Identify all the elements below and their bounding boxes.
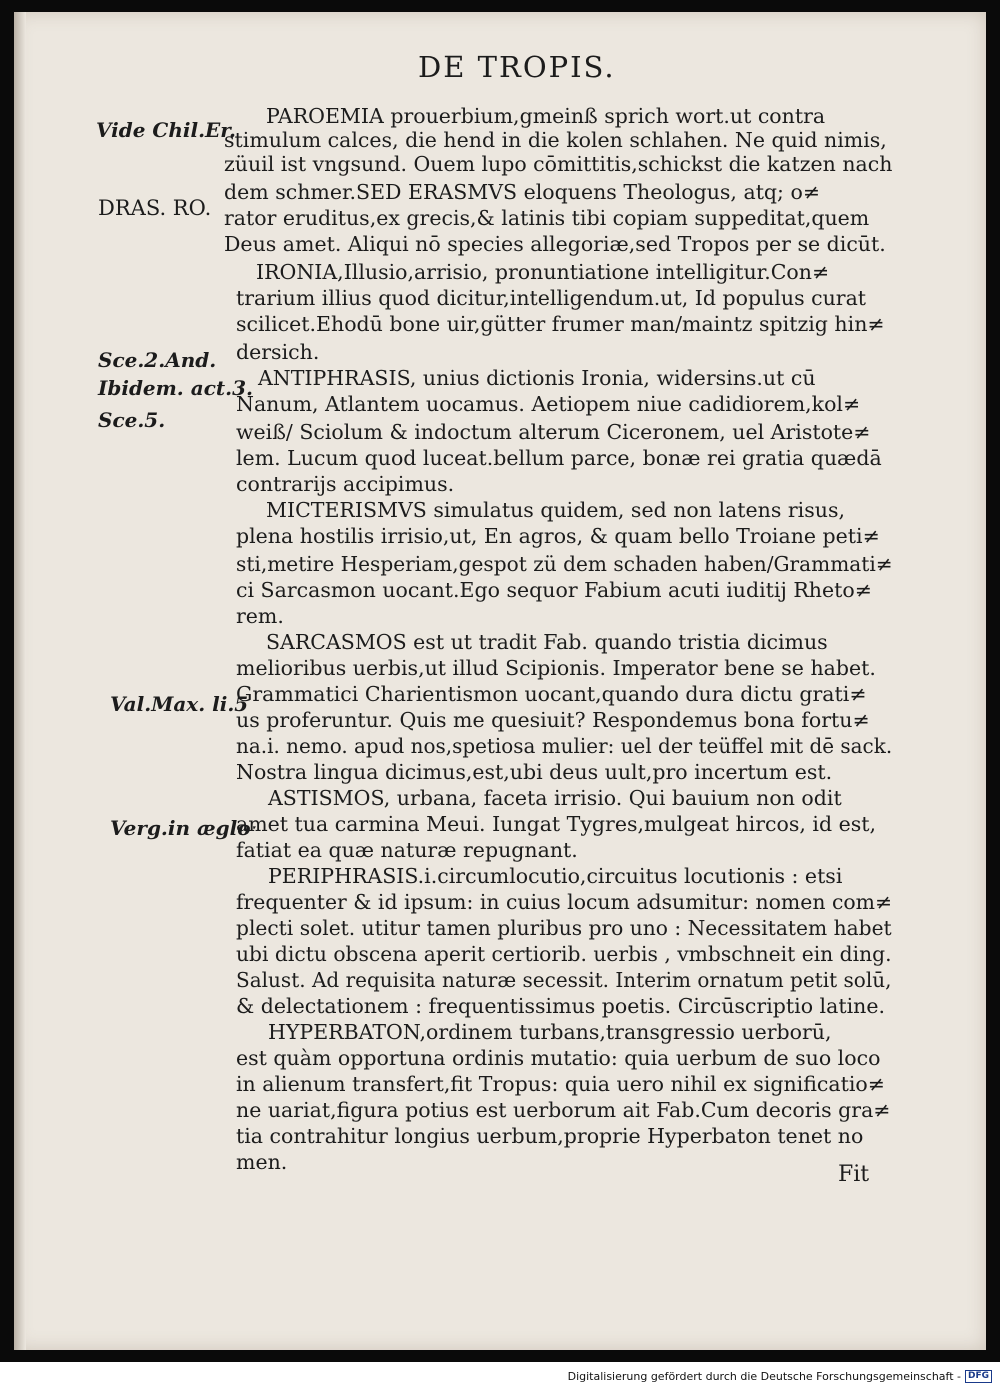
text-line: ci Sarcasmon uocant.Ego sequor Fabium acuti iuditij Rheto≠ [236, 578, 872, 602]
footer-credit [568, 1370, 992, 1383]
text-line: & delectationem : frequentissimus poetis. Circūscriptio latine. [236, 994, 885, 1018]
margin-note: Verg.in ægloˑ [110, 816, 258, 840]
margin-note: DRAS. RO. [98, 196, 212, 220]
text-line: dem schmer.SED ERASMVS eloquens Theologus, atq; o≠ [224, 180, 820, 204]
text-line: tia contrahitur longius uerbum,proprie Hyperbaton tenet no [236, 1124, 864, 1148]
page-gutter [14, 12, 26, 1350]
text-line: plena hostilis irrisio,ut, En agros, & quam bello Troiane peti≠ [236, 524, 880, 548]
text-line: Grammatici Charientismon uocant,quando dura dictu grati≠ [236, 682, 867, 706]
text-line: Nanum, Atlantem uocamus. Aetiopem niue cadidiorem,kol≠ [236, 392, 861, 416]
text-line: frequenter & id ipsum: in cuius locum adsumitur: nomen com≠ [236, 890, 893, 914]
text-line: HYPERBATON,ordinem turbans,transgressio uerborū, [268, 1020, 832, 1044]
footer-text: Digitalisierung gefördert durch die Deutsche Forschungsgemeinschaft - [567, 1370, 961, 1383]
text-line: us proferuntur. Quis me quesiuit? Respondemus bona fortu≠ [236, 708, 870, 732]
margin-note: Vide Chil.Er. [96, 118, 236, 142]
text-line: MICTERISMVS simulatus quidem, sed non latens risus, [266, 498, 845, 522]
text-line: dersich. [236, 340, 320, 364]
text-line: rem. [236, 604, 284, 628]
text-line: ubi dictu obscena aperit certiorib. uerbis , vmbschneit ein ding. [236, 942, 892, 966]
running-head: DE TROPIS. [418, 50, 616, 84]
text-line: fatiat ea quæ naturæ repugnant. [236, 838, 578, 862]
text-line: ANTIPHRASIS, unius dictionis Ironia, widersins.ut cū [258, 366, 816, 390]
text-line: IRONIA,Illusio,arrisio, pronuntiatione intelligitur.Con≠ [256, 260, 830, 284]
text-line: est quàm opportuna ordinis mutatio: quia uerbum de suo loco [236, 1046, 881, 1070]
margin-note: Val.Max. li.5 [110, 692, 249, 716]
text-line: plecti solet. utitur tamen pluribus pro uno : Necessitatem habet [236, 916, 892, 940]
text-line: Deus amet. Aliqui nō species allegoriæ,sed Tropos per se dicūt. [224, 232, 886, 256]
text-line: amet tua carmina Meui. Iungat Tygres,mulgeat hircos, id est, [236, 812, 876, 836]
text-line: trarium illius quod dicitur,intelligendum.ut, Id populus curat [236, 286, 867, 310]
text-line: ASTISMOS, urbana, faceta irrisio. Qui bauium non odit [268, 786, 842, 810]
text-line: Salust. Ad requisita naturæ secessit. Interim ornatum petit solū, [236, 968, 892, 992]
text-line: züuil ist vngsund. Ouem lupo cōmittitis,schickst die katzen nach [224, 152, 893, 176]
text-line: men. [236, 1150, 288, 1174]
text-line: contrarijs accipimus. [236, 472, 455, 496]
catchword: Fit [838, 1162, 870, 1187]
text-line: PERIPHRASIS.i.circumlocutio,circuitus locutionis : etsi [268, 864, 843, 888]
text-line: na.i. nemo. apud nos,spetiosa mulier: uel der teüffel mit dē sack. [236, 734, 893, 758]
margin-note: Ibidem. act.3. [98, 376, 253, 400]
margin-note: Sce.2.And. [98, 348, 217, 372]
text-line: sti,metire Hesperiam,gespot zü dem schaden haben/Grammati≠ [236, 552, 893, 576]
text-line: lem. Lucum quod luceat.bellum parce, bonæ rei gratia quædā [236, 446, 882, 470]
text-line: Nostra lingua dicimus,est,ubi deus uult,pro incertum est. [236, 760, 833, 784]
text-line: in alienum transfert,fit Tropus: quia uero nihil ex significatio≠ [236, 1072, 885, 1096]
text-line: weiß/ Sciolum & indoctum alterum Ciceronem, uel Aristote≠ [236, 420, 871, 444]
text-line: ne uariat,figura potius est uerborum ait Fab.Cum decoris gra≠ [236, 1098, 891, 1122]
text-line: stimulum calces, die hend in die kolen schlahen. Ne quid nimis, [224, 128, 887, 152]
dfg-logo-icon: DFG [965, 1370, 992, 1383]
margin-note: Sce.5. [98, 408, 166, 432]
text-line: SARCASMOS est ut tradit Fab. quando tristia dicimus [266, 630, 828, 654]
text-line: melioribus uerbis,ut illud Scipionis. Imperator bene se habet. [236, 656, 876, 680]
text-line: rator eruditus,ex grecis,& latinis tibi copiam suppeditat,quem [224, 206, 870, 230]
text-line: PAROEMIA prouerbium,gmeinß sprich wort.ut contra [266, 104, 826, 128]
text-line: scilicet.Ehodū bone uir,gütter frumer man/maintz spitzig hin≠ [236, 312, 885, 336]
